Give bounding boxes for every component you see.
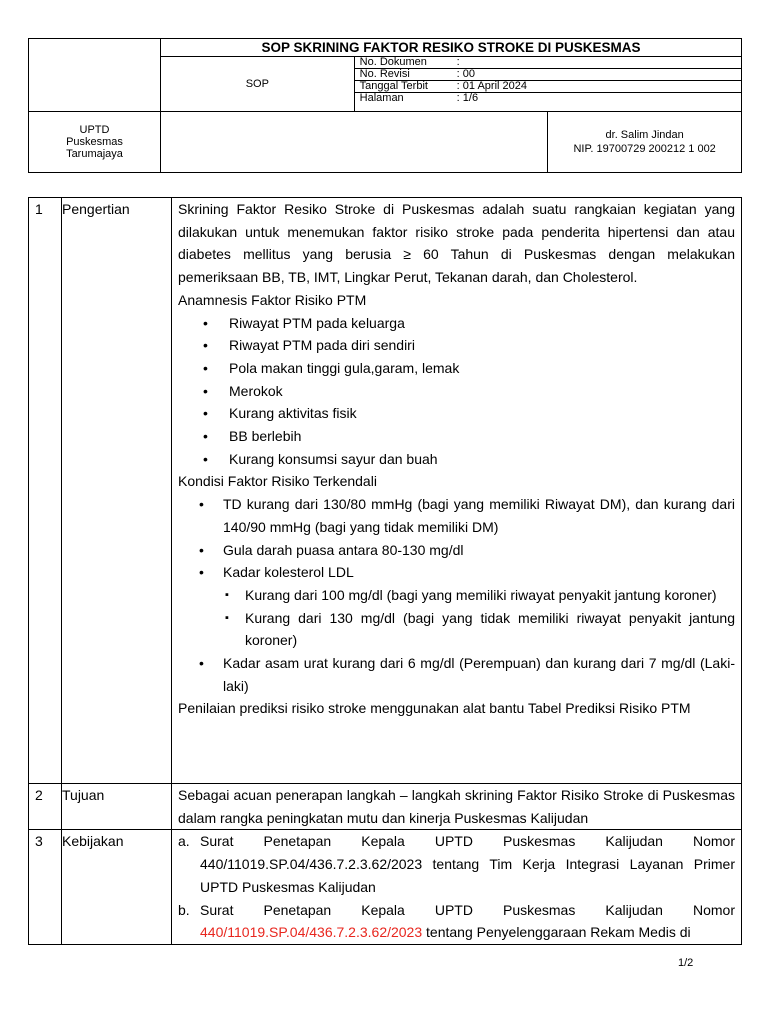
page-field bbox=[354, 93, 741, 112]
field-value: : bbox=[456, 56, 460, 68]
field-key: No. Dokumen bbox=[359, 56, 427, 68]
section-tujuan bbox=[29, 784, 742, 830]
list-item: • Riwayat PTM pada keluarga bbox=[178, 312, 735, 335]
kondisi-heading: Kondisi Faktor Risiko Terkendali bbox=[178, 473, 377, 490]
document-header bbox=[28, 38, 742, 173]
section-label: Kebijakan bbox=[62, 830, 172, 945]
policy-text-end: tentang Penyelenggaraan Rekam Medis di bbox=[422, 924, 691, 941]
section-pengertian bbox=[29, 198, 742, 784]
section-kebijakan bbox=[29, 830, 742, 945]
field-value: : 01 April 2024 bbox=[456, 80, 527, 92]
section-label: Tujuan bbox=[62, 784, 172, 830]
policy-letter: a. bbox=[178, 833, 190, 850]
signature-cell bbox=[548, 112, 742, 173]
list-item: • Kurang aktivitas fisik bbox=[178, 402, 735, 425]
asam-urat-list bbox=[178, 652, 735, 697]
kondisi-list bbox=[178, 493, 735, 584]
policy-item-a bbox=[178, 830, 735, 898]
org-line: Puskesmas bbox=[66, 136, 123, 148]
sop-label: SOP bbox=[161, 57, 355, 112]
list-item: • Kadar kolesterol LDL bbox=[178, 561, 735, 584]
highlighted-decree-number: 440/11019.SP.04/436.7.2.3.62/2023 bbox=[200, 924, 423, 941]
section-number: 2 bbox=[29, 784, 62, 830]
list-item: • Kadar asam urat kurang dari 6 mg/dl (Perempuan) dan kurang dari 7 mg/dl (Laki-laki) bbox=[178, 652, 735, 697]
sub-list-item: ▪ Kurang dari 130 mg/dl (bagi yang tidak memiliki riwayat penyakit jantung koroner) bbox=[178, 607, 735, 652]
field-key: Tanggal Terbit bbox=[359, 80, 428, 92]
list-item: • BB berlebih bbox=[178, 425, 735, 448]
logo-cell bbox=[29, 39, 161, 112]
section-content bbox=[172, 830, 742, 945]
section-content bbox=[172, 198, 742, 784]
field-value: : 1/6 bbox=[456, 92, 479, 104]
section-content: Sebagai acuan penerapan langkah – langkah skrining Faktor Risiko Stroke di Puskesmas dalam rangka peningkatan mutu dan kinerja Puskesmas Kalijudan bbox=[172, 784, 742, 830]
org-line: Tarumajaya bbox=[66, 148, 123, 160]
policy-text: Surat Penetapan Kepala UPTD Puskesmas Kalijudan Nomor 440/11019.SP.04/436.7.2.3.62/2023 tentang Tim Kerja Integrasi Layanan Primer UPTD Puskesmas Kalijudan bbox=[200, 833, 735, 895]
list-item: • Merokok bbox=[178, 380, 735, 403]
anamnesis-list bbox=[178, 312, 735, 471]
list-item: • TD kurang dari 130/80 mmHg (bagi yang memiliki Riwayat DM), dan kurang dari 140/90 mmHg (bagi yang tidak memiliki DM) bbox=[178, 493, 735, 538]
stamp-cell bbox=[161, 112, 548, 173]
section-label: Pengertian bbox=[62, 198, 172, 784]
org-line: UPTD bbox=[79, 124, 110, 136]
section-number: 1 bbox=[29, 198, 62, 784]
list-item: • Pola makan tinggi gula,garam, lemak bbox=[178, 357, 735, 380]
policy-text-start: Surat Penetapan Kepala UPTD Puskesmas Kalijudan Nomor bbox=[200, 901, 735, 918]
organization-cell bbox=[29, 112, 161, 173]
penilaian-paragraph: Penilaian prediksi risiko stroke menggunakan alat bantu Tabel Prediksi Risiko PTM bbox=[178, 700, 691, 717]
signer-nip: NIP. 19700729 200212 1 002 bbox=[573, 143, 716, 155]
field-value: : 00 bbox=[456, 68, 476, 80]
ldl-sublist bbox=[178, 584, 735, 652]
field-key: Halaman bbox=[359, 92, 404, 104]
section-number: 3 bbox=[29, 830, 62, 945]
revision-field bbox=[354, 69, 741, 81]
field-key: No. Revisi bbox=[359, 68, 410, 80]
issue-date-field bbox=[354, 81, 741, 93]
sub-list-item: ▪ Kurang dari 100 mg/dl (bagi yang memiliki riwayat penyakit jantung koroner) bbox=[178, 584, 735, 607]
list-item: • Riwayat PTM pada diri sendiri bbox=[178, 334, 735, 357]
signer-name: dr. Salim Jindan bbox=[605, 129, 684, 141]
page-number: 1/2 bbox=[678, 957, 694, 969]
list-item: • Kurang konsumsi sayur dan buah bbox=[178, 448, 735, 471]
policy-letter: b. bbox=[178, 901, 190, 918]
sop-content-table bbox=[28, 197, 742, 945]
doc-number-field bbox=[354, 57, 741, 69]
anamnesis-heading: Anamnesis Faktor Risiko PTM bbox=[178, 291, 367, 308]
document-title: SOP SKRINING FAKTOR RESIKO STROKE DI PUSKESMAS bbox=[161, 39, 742, 57]
list-item: • Gula darah puasa antara 80-130 mg/dl bbox=[178, 539, 735, 562]
definition-paragraph: Skrining Faktor Resiko Stroke di Puskesmas adalah suatu rangkaian kegiatan yang dilakukan untuk menemukan faktor risiko stroke pada penderita hipertensi dan atau diabetes mellitus yang berusia ≥ 60 Tahun di Puskesmas dengan melakukan pemeriksaan BB, TB, IMT, Lingkar Perut, Tekanan darah, dan Cholesterol. bbox=[178, 201, 735, 286]
policy-text bbox=[200, 899, 735, 944]
policy-item-b bbox=[178, 899, 735, 944]
